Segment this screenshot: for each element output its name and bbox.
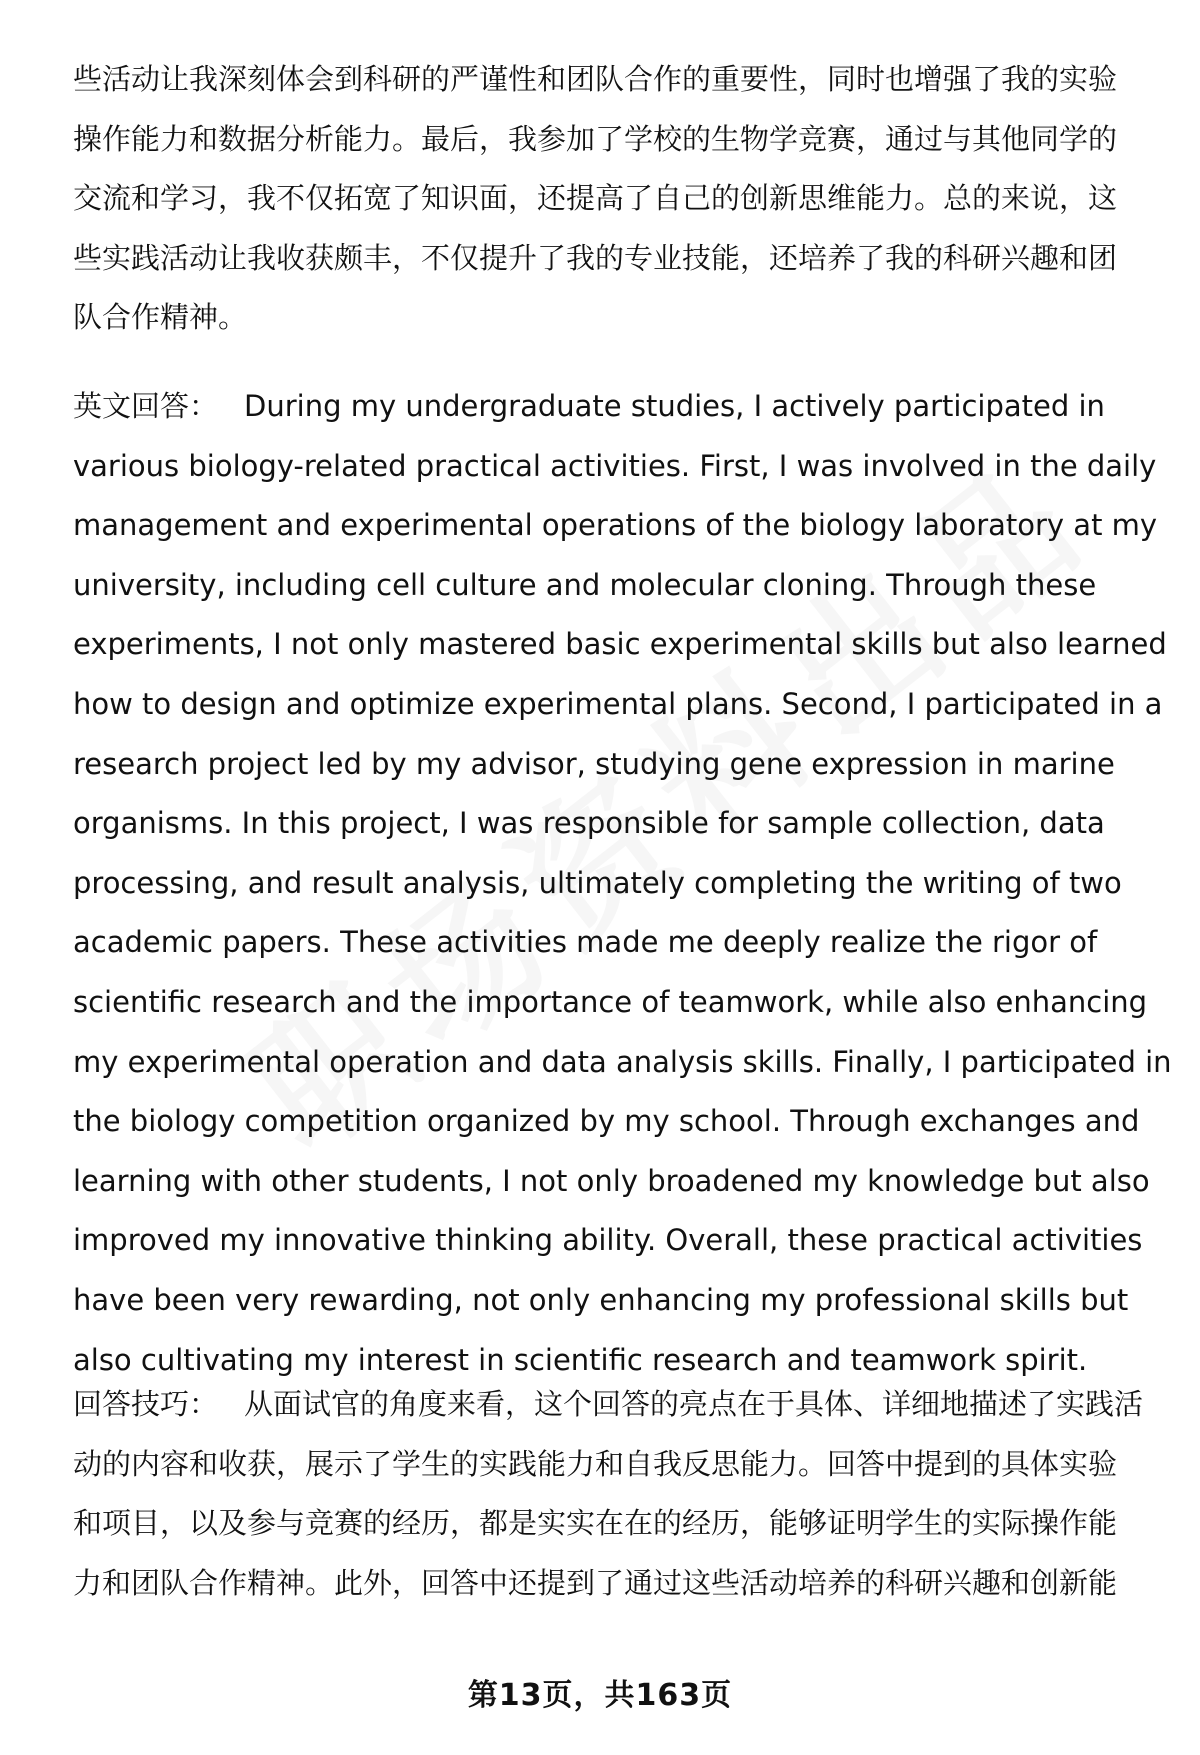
text-line: 操作能力和数据分析能力。最后，我参加了学校的生物学竞赛，通过与其他同学的 — [73, 121, 1118, 156]
text-line: 力和团队合作精神。此外，回答中还提到了通过这些活动培养的科研兴趣和创新能 — [73, 1565, 1118, 1600]
text-line — [73, 1375, 1153, 1435]
text-line: have been very rewarding, not only enhancing my professional skills but — [73, 1282, 1129, 1317]
answer-tips-paragraph — [73, 1375, 1153, 1613]
text-line: 和项目，以及参与竞赛的经历，都是实实在在的经历，能够证明学生的实际操作能 — [73, 1506, 1118, 1541]
text-line: experiments, I not only mastered basic experimental skills but also learned — [73, 627, 1167, 662]
text-line: scientific research and the importance of teamwork, while also enhancing — [73, 984, 1148, 1019]
text-line: my experimental operation and data analysis skills. Finally, I participated in — [73, 1044, 1172, 1079]
text-line: management and experimental operations of the biology laboratory at my — [73, 508, 1158, 543]
english-answer-label: 英文回答： — [73, 389, 219, 423]
text-line: processing, and result analysis, ultimately completing the writing of two — [73, 865, 1122, 900]
english-answer-paragraph — [73, 377, 1172, 1390]
text-line: learning with other students, I not only broadened my knowledge but also — [73, 1163, 1150, 1198]
text-line: how to design and optimize experimental plans. Second, I participated in a — [73, 686, 1163, 721]
text-line: academic papers. These activities made me deeply realize the rigor of — [73, 925, 1098, 960]
text-line: improved my innovative thinking ability. Overall, these practical activities — [73, 1223, 1143, 1258]
chinese-continuation-paragraph — [73, 50, 1153, 348]
text-line: the biology competition organized by my school. Through exchanges and — [73, 1104, 1140, 1139]
text-line: organisms. In this project, I was responsible for sample collection, data — [73, 806, 1105, 841]
text-line: university, including cell culture and molecular cloning. Through these — [73, 567, 1097, 602]
text-line: research project led by my advisor, studying gene expression in marine — [73, 746, 1115, 781]
text-line — [73, 377, 1153, 437]
text-segment: During my undergraduate studies, I actively participated in — [244, 389, 1105, 423]
text-segment: 从面试官的角度来看，这个回答的亮点在于具体、详细地描述了实践活 — [244, 1387, 1144, 1421]
text-line: 交流和学习，我不仅拓宽了知识面，还提高了自己的创新思维能力。总的来说，这 — [73, 181, 1118, 216]
text-line: various biology-related practical activities. First, I was involved in the daily — [73, 448, 1157, 483]
text-line: 队合作精神。 — [73, 300, 248, 335]
text-line: 动的内容和收获，展示了学生的实践能力和自我反思能力。回答中提到的具体实验 — [73, 1446, 1118, 1481]
text-line: 些活动让我深刻体会到科研的严谨性和团队合作的重要性，同时也增强了我的实验 — [73, 62, 1118, 96]
text-line: 些实践活动让我收获颇丰，不仅提升了我的专业技能，还培养了我的科研兴趣和团 — [73, 240, 1118, 275]
text-line: also cultivating my interest in scientific research and teamwork spirit. — [73, 1342, 1088, 1377]
page-number: 第13页，共163页 — [467, 1678, 733, 1713]
answer-tips-label: 回答技巧： — [73, 1387, 219, 1421]
